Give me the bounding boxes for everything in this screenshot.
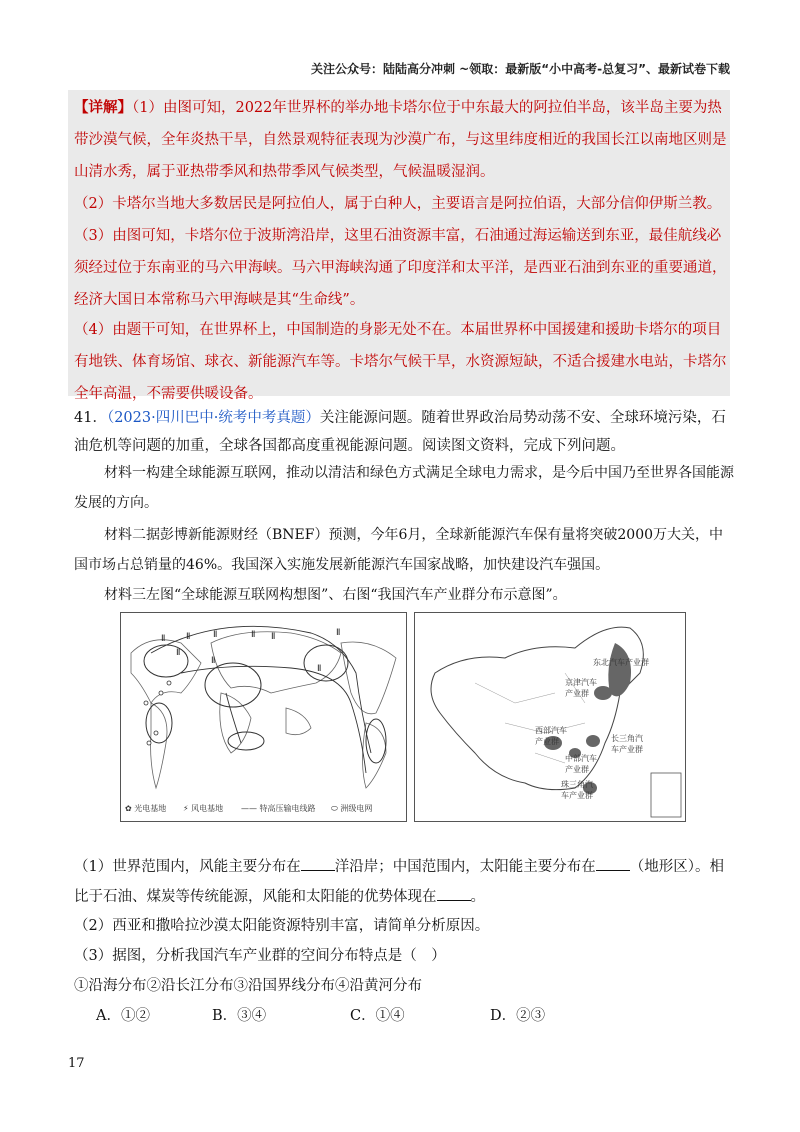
label-central: 中部汽车产业群 [565, 754, 597, 774]
world-map-drawing [121, 613, 406, 821]
svg-text:Ⅱ: Ⅱ [161, 634, 166, 644]
question-text: 关注能源问题。随着世界政治局势动荡不安、全球环境污染，石油危机等问题的加重，全球各国都高度重视能源问题。阅读图文资料，完成下列问题。 [74, 410, 726, 454]
label-beijing: 京津汽车产业群 [565, 678, 597, 698]
question-number: 41． [74, 410, 107, 426]
svg-text:Ⅱ: Ⅱ [336, 628, 341, 638]
svg-text:Ⅱ: Ⅱ [251, 630, 256, 640]
material-1: 材料一构建全球能源互联网，推动以清洁和绿色方式满足全球电力需求，是今后中国乃至世界各国能源发展的方向。 [74, 465, 734, 511]
blank-1[interactable] [301, 856, 335, 871]
label-yangtze: 长三角汽车产业群 [611, 734, 643, 754]
legend-solar: ✿ 光电基地 [125, 804, 167, 813]
answer-p3: （3）由图可知，卡塔尔位于波斯湾沿岸，这里石油资源丰富，石油通过海运输送到东亚，最佳航线必须经过位于东南亚的马六甲海峡。马六甲海峡沟通了印度洋和太平洋，是西亚石油到东亚的重要通道，经济大国日本常称马六甲海峡是其“生命线”。 [74, 228, 727, 308]
legend-wind: ⚡ 风电基地 [183, 804, 224, 813]
sub-question-2: （2）西亚和撒哈拉沙漠太阳能资源特别丰富，请简单分析原因。 [74, 918, 490, 934]
page-number: 17 [68, 1056, 85, 1071]
option-d[interactable]: D．②③ [490, 1008, 546, 1024]
china-auto-map [414, 612, 686, 822]
world-energy-map [120, 612, 407, 822]
page-header: 关注公众号：陆陆高分冲刺 ~领取：最新版“小中高考-总复习”、最新试卷下载 [311, 62, 730, 76]
svg-text:Ⅱ: Ⅱ [211, 656, 216, 666]
material-2: 材料二据彭博新能源财经（BNEF）预测，今年6月，全球新能源汽车保有量将突破2000万大关，中国市场占总销量的46%。我国深入实施发展新能源汽车国家战略，加快建设汽车强国。 [74, 527, 724, 573]
material-3: 材料三左图“全球能源互联网构想图”、右图“我国汽车产业群分布示意图”。 [104, 587, 567, 603]
question-source: （2023·四川巴中·统考中考真题） [106, 410, 320, 426]
question-stem [74, 404, 734, 460]
label-west: 西部汽车产业群 [535, 726, 567, 746]
option-b[interactable]: B．③④ [212, 1008, 267, 1024]
label-pearl: 珠三角汽车产业群 [561, 780, 593, 800]
answer-text-1: （1）由图可知，2022年世界杯的举办地卡塔尔位于中东最大的阿拉伯半岛，该半岛主要为热带沙漠气候，全年炎热干旱，自然景观特征表现为沙漠广布，与这里纬度相近的我国长江以南地区则是山清水秀，属于亚热带季风和热带季风气候类型，气候温暖湿润。 [74, 100, 727, 180]
blank-3[interactable] [437, 886, 471, 901]
svg-text:Ⅱ: Ⅱ [176, 648, 181, 658]
answer-p2: （2）卡塔尔当地大多数居民是阿拉伯人，属于白种人，主要语言是阿拉伯语，大部分信仰伊斯兰教。 [74, 196, 722, 212]
svg-text:Ⅱ: Ⅱ [271, 632, 276, 642]
answer-tag: 【详解】 [74, 99, 132, 116]
china-map-drawing [415, 613, 685, 821]
sub-question-3-statements: ①沿海分布②沿长江分布③沿国界线分布④沿黄河分布 [74, 978, 422, 994]
sub-question-1: （1）世界范围内，风能主要分布在 洋沿岸；中国范围内，太阳能主要分布在 （地形区）。相比于石油、煤炭等传统能源，风能和太阳能的优势体现在 。 [74, 852, 734, 912]
answer-p4: （4）由题干可知，在世界杯上，中国制造的身影无处不在。本届世界杯中国援建和援助卡塔尔的项目有地铁、体育场馆、球衣、新能源汽车等。卡塔尔气候干旱，水资源短缺，不适合援建水电站，卡塔尔全年高温，不需要供暖设备。 [74, 322, 727, 402]
blank-2[interactable] [596, 856, 630, 871]
svg-text:Ⅱ: Ⅱ [186, 632, 191, 642]
svg-text:Ⅱ: Ⅱ [213, 630, 218, 640]
legend-grid: ⬭ 洲级电网 [331, 804, 373, 813]
answer-p1 [74, 92, 730, 188]
svg-text:Ⅱ: Ⅱ [317, 664, 322, 674]
option-c[interactable]: C．①④ [350, 1008, 405, 1024]
legend-uhv: —— 特高压输电线路 [241, 804, 316, 813]
option-a[interactable]: A．①② [96, 1008, 150, 1024]
sub-question-3: （3）据图，分析我国汽车产业群的空间分布特点是（ ） [74, 948, 446, 964]
label-northeast: 东北汽车产业群 [593, 658, 649, 667]
